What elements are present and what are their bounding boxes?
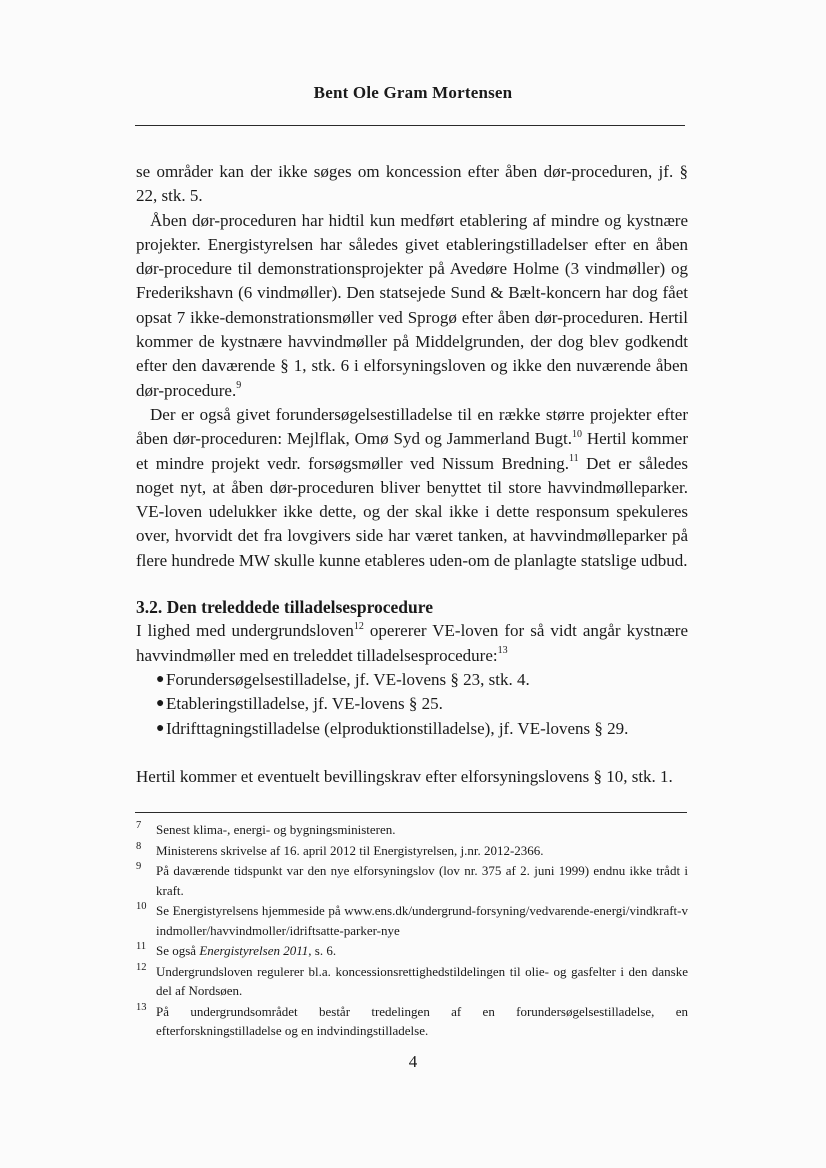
paragraph-3-text-b: Hertil kommer et mindre projekt vedr. forsøgsmøller ved Nissum Bredning. xyxy=(136,429,689,473)
footnote-ref-10: 10 xyxy=(571,428,582,440)
footnote xyxy=(136,941,688,961)
footnote-number: 9 xyxy=(136,861,142,872)
footnote-number: 7 xyxy=(136,820,142,831)
footnote-text: Se Energistyrelsens hjemmeside på www.ens.dk/undergrund-forsyning/vedvarende-energi/vindkraft-vindmoller/havvindmoller/idriftsatte-parker-nye xyxy=(156,903,688,938)
footnote-text: Ministerens skrivelse af 16. april 2012 til Energistyrelsen, j.nr. 2012-2366. xyxy=(156,842,544,858)
footnote-number: 13 xyxy=(136,1001,147,1013)
footnote-ref-13: 13 xyxy=(497,644,508,656)
footnote-ref-12: 12 xyxy=(353,620,364,632)
bullet-icon: ● xyxy=(156,671,165,687)
footnote xyxy=(136,962,688,1001)
list-item-text: Idrifttagningstilladelse (elproduktionstilladelse), jf. VE-lovens § 29. xyxy=(166,718,629,738)
paragraph-3 xyxy=(136,403,688,573)
footnote-ref-11: 11 xyxy=(569,452,579,464)
list-item-text: Etableringstilladelse, jf. VE-lovens § 25. xyxy=(166,694,443,714)
paragraph-1: se områder kan der ikke søges om koncession efter åben dør-proceduren, jf. § 22, stk. 5. xyxy=(136,162,688,206)
footnote-number: 11 xyxy=(136,941,147,952)
header-divider xyxy=(135,125,685,126)
paragraph-4 xyxy=(136,619,688,668)
paragraph-4-text-a: I lighed med undergrundsloven xyxy=(136,621,354,641)
permit-list xyxy=(136,668,688,741)
list-item-text: Forundersøgelsestilladelse, jf. VE-lovens § 23, stk. 4. xyxy=(166,669,530,689)
footnote-text-b: , s. 6. xyxy=(308,943,337,958)
list-item xyxy=(156,717,688,741)
footnote-text: På daværende tidspunkt var den nye elforsyningslov (lov nr. 375 af 2. juni 1999) endnu ikke trådt i kraft. xyxy=(156,863,688,898)
footnote-text: Undergrundsloven regulerer bl.a. koncessionsrettighedstildelingen til olie- og gasfelter i den danske del af Nordsøen. xyxy=(156,963,688,998)
footnote xyxy=(136,841,688,861)
footnote-number: 12 xyxy=(136,961,147,973)
footnote-text: Senest klima-, energi- og bygningsministeren. xyxy=(156,822,396,837)
footnote-number: 8 xyxy=(136,840,142,852)
page-number: 4 xyxy=(408,1052,418,1071)
bullet-icon: ● xyxy=(156,696,165,712)
footnote-number: 10 xyxy=(136,901,147,912)
footnote-ref-9: 9 xyxy=(236,380,242,392)
footnote xyxy=(136,901,688,940)
paragraph-3-text-c: Det er således noget nyt, at åben dør-proceduren bliver benyttet til store havvindmølleparker. VE-loven udelukker ikke dette, og der skal ikke i dette responsum spekuleres over, hvorvidt det fra lovgivers side har været tanken, at havvindmølleparker på flere hundrede MW skulle kunne etableres uden-om de planlagte statslige udbud. xyxy=(136,453,689,570)
paragraph-3-text-a: Der er også givet forundersøgelsestilladelse til en række større projekter efter åben dør-proceduren: Mejlflak, Omø Syd og Jammerland Bugt. xyxy=(136,404,688,449)
section-heading: 3.2. Den treleddede tilladelsesprocedure xyxy=(136,597,433,618)
footnote-divider xyxy=(135,812,687,813)
footnote-text-italic: Energistyrelsen 2011 xyxy=(199,943,309,958)
paragraph-2 xyxy=(136,209,688,403)
list-item xyxy=(156,668,688,692)
running-header-author: Bent Ole Gram Mortensen xyxy=(313,83,513,102)
footnote xyxy=(136,820,688,840)
footnote-text-a: Se også xyxy=(156,943,200,958)
paragraph-5: Hertil kommer et eventuelt bevillingskrav efter elforsyningslovens § 10, stk. 1. xyxy=(136,766,673,786)
footnote xyxy=(136,1002,688,1041)
list-item xyxy=(156,692,688,716)
footnotes xyxy=(136,820,688,1042)
paragraph-4-text-b: opererer VE-loven for så vidt angår kystnære havvindmøller med en treleddet tilladelsesprocedure: xyxy=(136,621,688,665)
footnote-text: På undergrundsområdet består tredelingen af en forundersøgelsestilladelse, en efterforskningstilladelse og en indvindingstilladelse. xyxy=(156,1003,688,1038)
footnote xyxy=(136,861,688,900)
bullet-icon: ● xyxy=(156,720,165,736)
paragraph-2-text: Åben dør-proceduren har hidtil kun medført etablering af mindre og kystnære projekter. Energistyrelsen har således givet etableringstilladelser efter en åben dør-procedure til demonstrationsprojekter på Avedøre Holme (3 vindmøller) og Frederikshavn (6 vindmøller). Den statsejede Sund & Bælt-koncern har dog fået opsat 7 ikke-demonstrationsmøller ved Sprogø efter åben dør-proceduren. Hertil kommer de kystnære havvindmøller på Middelgrunden, der dog blev godkendt efter den daværende § 1, stk. 6 i elforsyningsloven og ikke den nuværende åben dør-procedure. xyxy=(136,210,688,400)
main-text xyxy=(136,160,688,789)
